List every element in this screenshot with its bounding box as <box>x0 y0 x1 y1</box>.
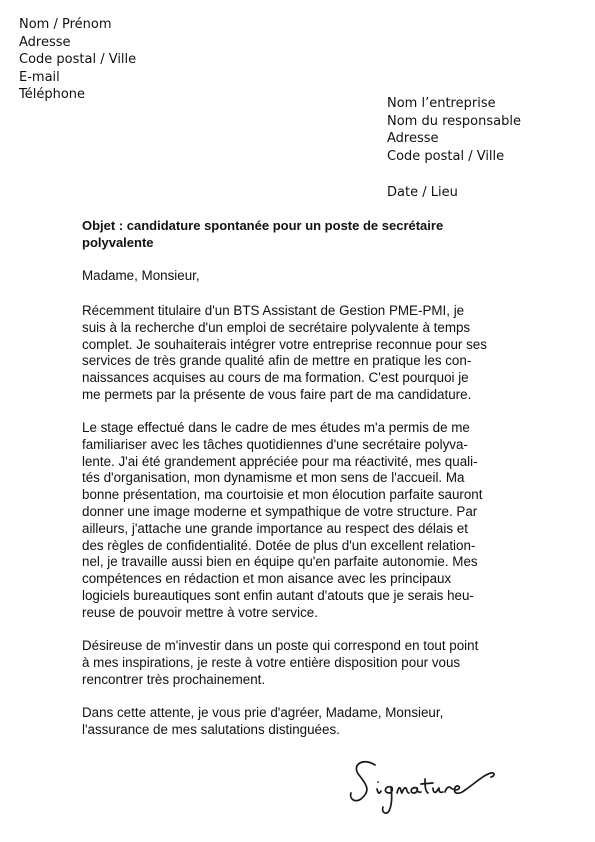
paragraph-line: rencontrer très prochainement. <box>82 671 266 687</box>
paragraph-introduction <box>82 303 487 404</box>
paragraph-line: nel, je travaille aussi bien en équipe qu'en parfaite autonomie. Mes <box>82 554 478 570</box>
paragraph-line: Récemment titulaire d'un BTS Assistant de Gestion PME-PMI, je <box>82 303 465 318</box>
paragraph-line: des règles de confidentialité. Dotée de plus d'un excellent relation- <box>82 537 476 553</box>
recipient-address: Adresse <box>387 131 439 146</box>
paragraph-experience <box>82 420 482 622</box>
sender-phone: Téléphone <box>19 87 86 102</box>
letter-subject <box>82 218 443 251</box>
handwritten-signature <box>345 755 505 815</box>
recipient-postal-city: Code postal / Ville <box>387 148 505 164</box>
sender-block <box>19 16 136 104</box>
paragraph-line: tés d'organisation, mon dynamisme et mon sens de l'accueil. Ma <box>82 470 465 486</box>
paragraph-line: suis à la recherche d'un emploi de secrétaire polyvalente à temps <box>82 319 471 335</box>
paragraph-line: logiciels bureautiques sont enfin autant d'atouts que je serais heu- <box>82 587 474 603</box>
paragraph-line: me permets par la présente de vous faire part de ma candidature. <box>82 386 472 402</box>
paragraph-line: familiariser avec les tâches quotidiennes d'une secrétaire polyva- <box>82 436 468 452</box>
paragraph-line: l'assurance de mes salutations distinguées. <box>82 721 340 737</box>
paragraph-line: Désireuse de m'investir dans un poste qui correspond en tout point <box>82 638 479 653</box>
paragraph-line: Dans cette attente, je vous prie d'agréer, Madame, Monsieur, <box>82 705 444 720</box>
sender-address: Adresse <box>19 34 71 50</box>
salutation: Madame, Monsieur, <box>82 268 200 283</box>
recipient-block <box>387 95 521 165</box>
paragraph-line: reuse de pouvoir mettre à votre service. <box>82 604 318 620</box>
paragraph-availability <box>82 638 478 688</box>
paragraph-line: complet. Je souhaiterais intégrer votre entreprise reconnue pour ses <box>82 336 487 352</box>
date-place: Date / Lieu <box>387 185 458 200</box>
sender-postal-city: Code postal / Ville <box>19 52 137 67</box>
paragraph-line: naissances acquises au cours de ma formation. C'est pourquoi je <box>82 370 469 386</box>
recipient-company: Nom l’entreprise <box>387 96 496 111</box>
subject-line: polyvalente <box>82 234 154 250</box>
paragraph-line: donner une image moderne et sympathique de votre structure. Par <box>82 503 478 519</box>
subject-line: Objet : candidature spontanée pour un poste de secrétaire <box>82 218 444 233</box>
paragraph-line: à mes inspirations, je reste à votre entière disposition pour vous <box>82 654 461 670</box>
paragraph-line: ailleurs, j'attache une grande importance au respect des délais et <box>82 520 468 536</box>
paragraph-line: lente. J'ai été grandement appréciée pour ma réactivité, mes quali- <box>82 453 478 469</box>
paragraph-line: bonne présentation, ma courtoisie et mon élocution parfaite sauront <box>82 487 483 503</box>
recipient-manager: Nom du responsable <box>387 113 521 129</box>
paragraph-closing <box>82 705 443 739</box>
sender-email: E-mail <box>19 69 60 85</box>
paragraph-line: Le stage effectué dans le cadre de mes études m'a permis de me <box>82 420 470 435</box>
paragraph-line: services de très grande qualité afin de mettre en pratique les con- <box>82 353 472 369</box>
paragraph-line: compétences en rédaction et mon aisance avec les principaux <box>82 571 452 587</box>
sender-name: Nom / Prénom <box>19 17 112 32</box>
